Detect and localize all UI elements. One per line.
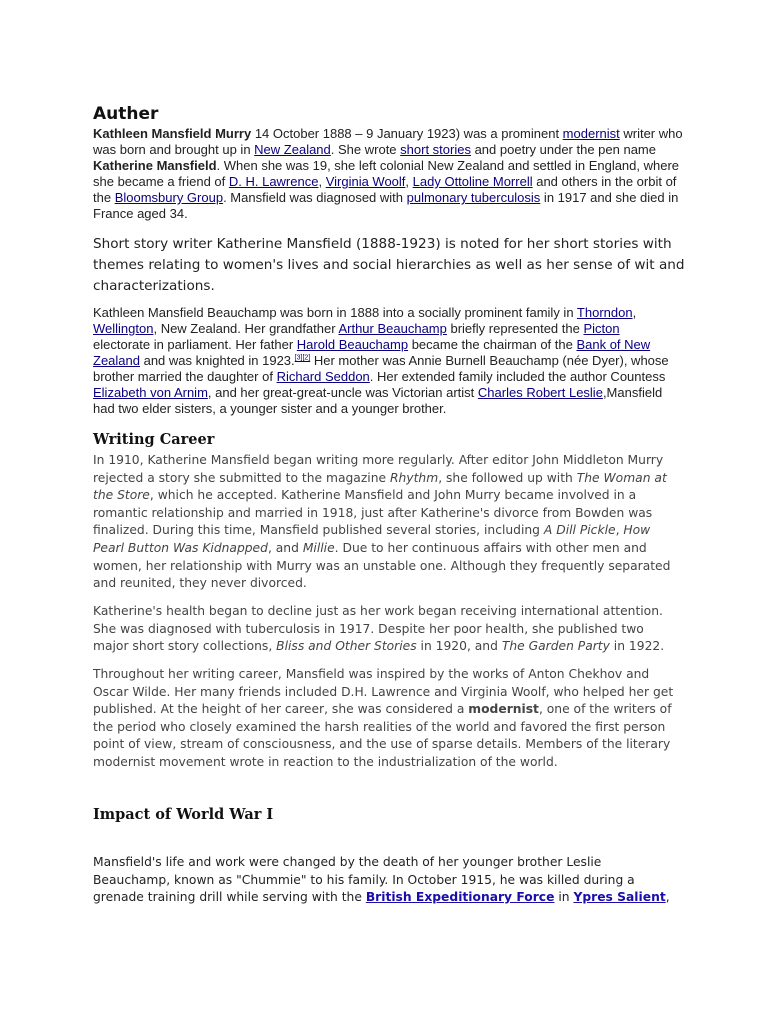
pen-name: Katherine Mansfield <box>93 158 217 173</box>
link-pulmonary-tuberculosis[interactable]: pulmonary tuberculosis <box>406 190 541 205</box>
early-life-paragraph: Kathleen Mansfield Beauchamp was born in 1888 into a socially prominent family in Thorndon, Wellington, New Zealand. Her grandfather Arthur Beauchamp briefly represented the Picton electorate in parliament. Her father Harold Beauchamp became the chairman of the Bank of New Zealand and was knighted in 1923.[3][2] Her mother was Annie Burnell Beauchamp (née Dyer), whose brother married the daughter of Richard Seddon. Her extended family included the author Countess Elizabeth von Arnim, and her great-great-uncle was Victorian artist Charles Robert Leslie,Mansfield had two elder sisters, a younger sister and a younger brother. <box>93 305 669 416</box>
term-modernist: modernist <box>468 702 539 717</box>
career-paragraph-2: Katherine's health began to decline just as her work began receiving international attention. She was diagnosed with tuberculosis in 1917. Despite her poor health, she published two major short story collections, Bliss and Other Stories in 1920, and The Garden Party in 1922. <box>93 604 665 654</box>
title-pearl-button: How Pearl Button Was Kidnapped <box>93 523 651 555</box>
bio-paragraph: Kathleen Mansfield Murry 14 October 1888 – 9 January 1923) was a prominent modernist writer who was born and brought up in New Zealand. She wrote short stories and poetry under the pen name Katherine Mansfield. When she was 19, she left colonial New Zealand and settled in England, where she became a friend of D. H. Lawrence, Virginia Woolf, Lady Ottoline Morrell and others in the orbit of the Bloomsbury Group. Mansfield was diagnosed with pulmonary tuberculosis in 1917 and she died in France aged 34. <box>93 126 683 221</box>
subject-name: Kathleen Mansfield Murry <box>93 126 252 141</box>
reference-link[interactable]: [3][2] <box>294 354 311 362</box>
title-a-dill-pickle: A Dill Pickle <box>543 523 616 538</box>
title-bliss: Bliss and Other Stories <box>276 639 417 654</box>
title-millie: Millie <box>302 540 335 555</box>
link-elizabeth-von-arnim[interactable]: Elizabeth von Arnim <box>93 385 208 400</box>
link-modernist[interactable]: modernist <box>562 126 620 141</box>
impact-paragraph: Mansfield's life and work were changed by the death of her younger brother Leslie Beauchamp, known as "Chummie" to his family. In October 1915, he was killed during a grenade training drill while serving with the British Expeditionary Force in Ypres Salient, <box>93 855 670 905</box>
link-british-expeditionary-force[interactable]: British Expeditionary Force <box>365 890 555 905</box>
link-charles-robert-leslie[interactable]: Charles Robert Leslie <box>477 385 603 400</box>
link-arthur-beauchamp[interactable]: Arthur Beauchamp <box>338 321 447 336</box>
career-paragraph-1: In 1910, Katherine Mansfield began writing more regularly. After editor John Middleton Murry rejected a story she submitted to the magazine Rhythm, she followed up with The Woman at the Store, which he accepted. Katherine Mansfield and John Murry became involved in a romantic relationship and married in 1918, just after Katherine's divorce from Bowden was finalized. During this time, Mansfield published several stories, including A Dill Pickle, How Pearl Button Was Kidnapped, and Millie. Due to her continuous affairs with other men and women, her relationship with Murry was an unstable one. Although they frequently separated and reunited, they never divorced. <box>93 453 671 591</box>
summary-paragraph: Short story writer Katherine Mansfield (1888-1923) is noted for her short stories with themes relating to women's lives and social hierarchies as well as her sense of wit and characterizations. <box>93 236 685 294</box>
link-new-zealand[interactable]: New Zealand <box>254 142 331 157</box>
title-woman-at-the-store: The Woman at the Store <box>93 470 667 503</box>
link-wellington[interactable]: Wellington <box>93 321 154 336</box>
link-dh-lawrence[interactable]: D. H. Lawrence <box>228 174 319 189</box>
link-short-stories[interactable]: short stories <box>400 142 471 157</box>
link-bank-of-new-zealand[interactable]: Bank of New Zealand <box>93 337 651 368</box>
link-lady-ottoline-morrell[interactable]: Lady Ottoline Morrell <box>412 174 533 189</box>
section-heading-writing-career: Writing Career <box>93 431 215 448</box>
link-richard-seddon[interactable]: Richard Seddon <box>276 369 370 384</box>
link-virginia-woolf[interactable]: Virginia Woolf <box>325 174 406 189</box>
link-picton[interactable]: Picton <box>583 321 620 336</box>
link-bloomsbury-group[interactable]: Bloomsbury Group <box>114 190 224 205</box>
link-thorndon[interactable]: Thorndon <box>576 305 633 320</box>
section-heading-impact-ww1: Impact of World War I <box>93 806 274 823</box>
section-heading-auther: Auther <box>93 104 159 124</box>
title-garden-party: The Garden Party <box>501 639 610 654</box>
link-harold-beauchamp[interactable]: Harold Beauchamp <box>296 337 409 352</box>
title-rhythm: Rhythm <box>389 470 439 485</box>
career-paragraph-3: Throughout her writing career, Mansfield was inspired by the works of Anton Chekhov and Oscar Wilde. Her many friends included D.H. Lawrence and Virginia Woolf, who helped her get published. At the height of her career, she was considered a modernist, one of the writers of the period who closely examined the harsh realities of the world and favored the first person point of view, stream of consciousness, and the use of sparse details. Members of the literary modernist movement wrote in reaction to the industrialization of the world. <box>93 667 674 769</box>
link-ypres-salient[interactable]: Ypres Salient <box>573 890 666 905</box>
